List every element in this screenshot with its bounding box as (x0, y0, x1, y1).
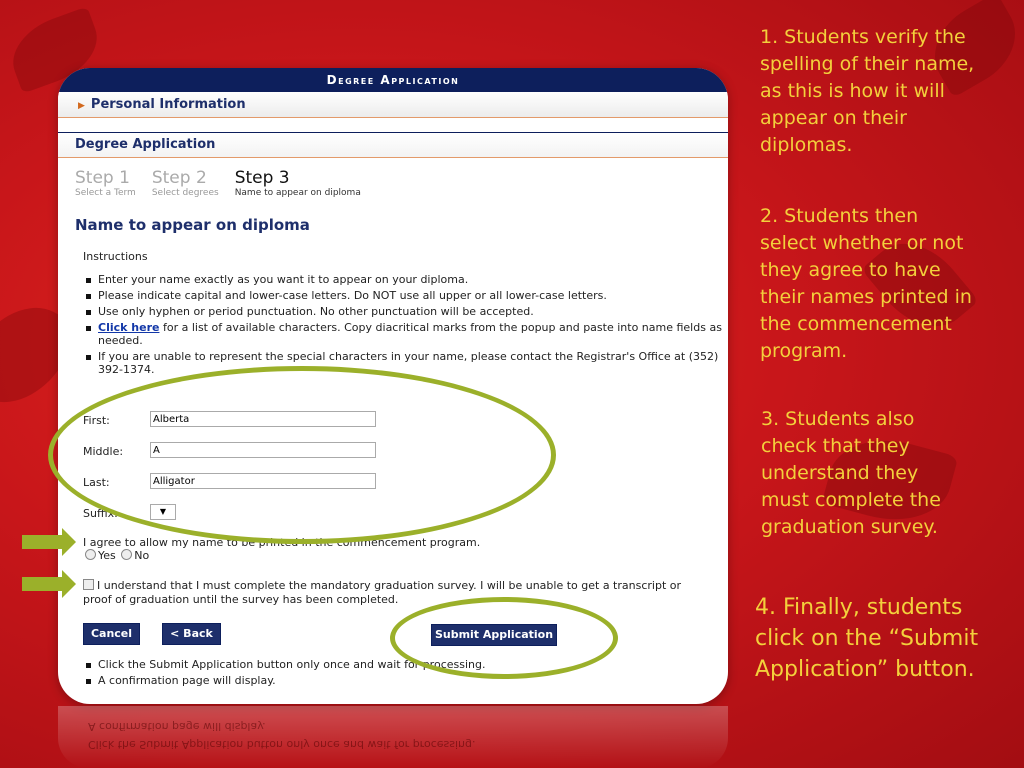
step-3 (235, 168, 361, 198)
agree-text: I agree to allow my name to be printed in the commencement program. (83, 536, 481, 549)
expand-triangle-icon: ▶ (78, 101, 85, 111)
list-item (98, 321, 728, 347)
agree-options (83, 549, 723, 562)
last-name-row (83, 476, 110, 489)
arrow-right-icon (22, 535, 62, 549)
degree-application-screenshot (58, 68, 728, 704)
notes-list (84, 658, 485, 690)
first-name-field[interactable] (150, 411, 376, 427)
reflected-text: A confirmation page will display. (88, 720, 266, 733)
annotation-4: 4. Finally, students click on the “Submit Application” button. (755, 595, 979, 682)
annotation-1: 1. Students verify the spelling of their name, as this is how it will appear on their diplomas. (760, 26, 975, 156)
reflected-text: Click the Submit Application button only once and wait for processing. (88, 738, 476, 751)
agree-block (83, 536, 723, 562)
submit-application-button[interactable]: Submit Application (431, 624, 557, 646)
step-indicator (75, 168, 361, 198)
step-label: Step 1 (75, 168, 130, 188)
first-name-label: First: (83, 414, 110, 427)
survey-checkbox[interactable] (83, 579, 94, 590)
list-item: Enter your name exactly as you want it to appear on your diploma. (98, 273, 728, 286)
step-sub: Select a Term (75, 188, 136, 198)
last-name-field[interactable] (150, 473, 376, 489)
instructions-label: Instructions (83, 250, 148, 263)
suffix-row (83, 507, 118, 520)
yes-radio[interactable] (85, 549, 96, 560)
list-item: If you are unable to represent the special characters in your name, please contact the Registrar's Office at (352) 392-1374. (98, 350, 728, 376)
window-title: Degree Application (58, 68, 728, 92)
step-label: Step 3 (234, 168, 290, 188)
middle-name-row (83, 445, 123, 458)
middle-name-field[interactable] (150, 442, 376, 458)
yes-label: Yes (98, 549, 116, 562)
suffix-label: Suffix: (83, 507, 118, 520)
click-here-link[interactable]: Click here (98, 321, 160, 334)
click-here-description: for a list of available characters. Copy diacritical marks from the popup and paste into name fields as needed. (98, 321, 722, 347)
instructions-list (84, 273, 728, 379)
list-item: Click the Submit Application button only once and wait for processing. (98, 658, 486, 671)
degree-application-header[interactable]: Degree Application (58, 133, 728, 158)
survey-block (83, 579, 703, 607)
step-label: Step 2 (151, 168, 207, 188)
suffix-select[interactable] (150, 504, 176, 520)
survey-text: I understand that I must complete the mandatory graduation survey. I will be unable to get a transcript or proof of graduation until the survey has been completed. (83, 579, 682, 606)
cancel-button[interactable]: Cancel (83, 623, 140, 645)
step-sub: Select degrees (151, 188, 219, 198)
list-item: A confirmation page will display. (98, 674, 485, 687)
back-button[interactable]: < Back (162, 623, 221, 645)
step-1[interactable] (75, 168, 136, 198)
arrow-right-icon (22, 577, 62, 591)
no-label: No (134, 549, 150, 562)
chevron-down-icon: ▼ (159, 507, 167, 516)
annotation-3: 3. Students also check that they understand they must complete the graduation survey. (761, 408, 941, 538)
middle-name-label: Middle: (83, 445, 124, 458)
divider (58, 118, 728, 133)
no-radio[interactable] (121, 549, 132, 560)
annotation-2: 2. Students then select whether or not they agree to have their names printed in the commencement program. (760, 205, 972, 362)
step-sub: Name to appear on diploma (234, 188, 361, 198)
step-2[interactable] (152, 168, 219, 198)
list-item: Please indicate capital and lower-case letters. Do NOT use all upper or all lower-case letters. (98, 289, 728, 302)
personal-information-label: Personal Information (90, 97, 246, 112)
last-name-label: Last: (83, 476, 110, 489)
first-name-row (83, 414, 110, 427)
list-item: Use only hyphen or period punctuation. No other punctuation will be accepted. (98, 305, 728, 318)
section-title: Name to appear on diploma (75, 216, 310, 234)
personal-information-header[interactable] (58, 92, 728, 118)
screenshot-reflection (58, 706, 728, 768)
